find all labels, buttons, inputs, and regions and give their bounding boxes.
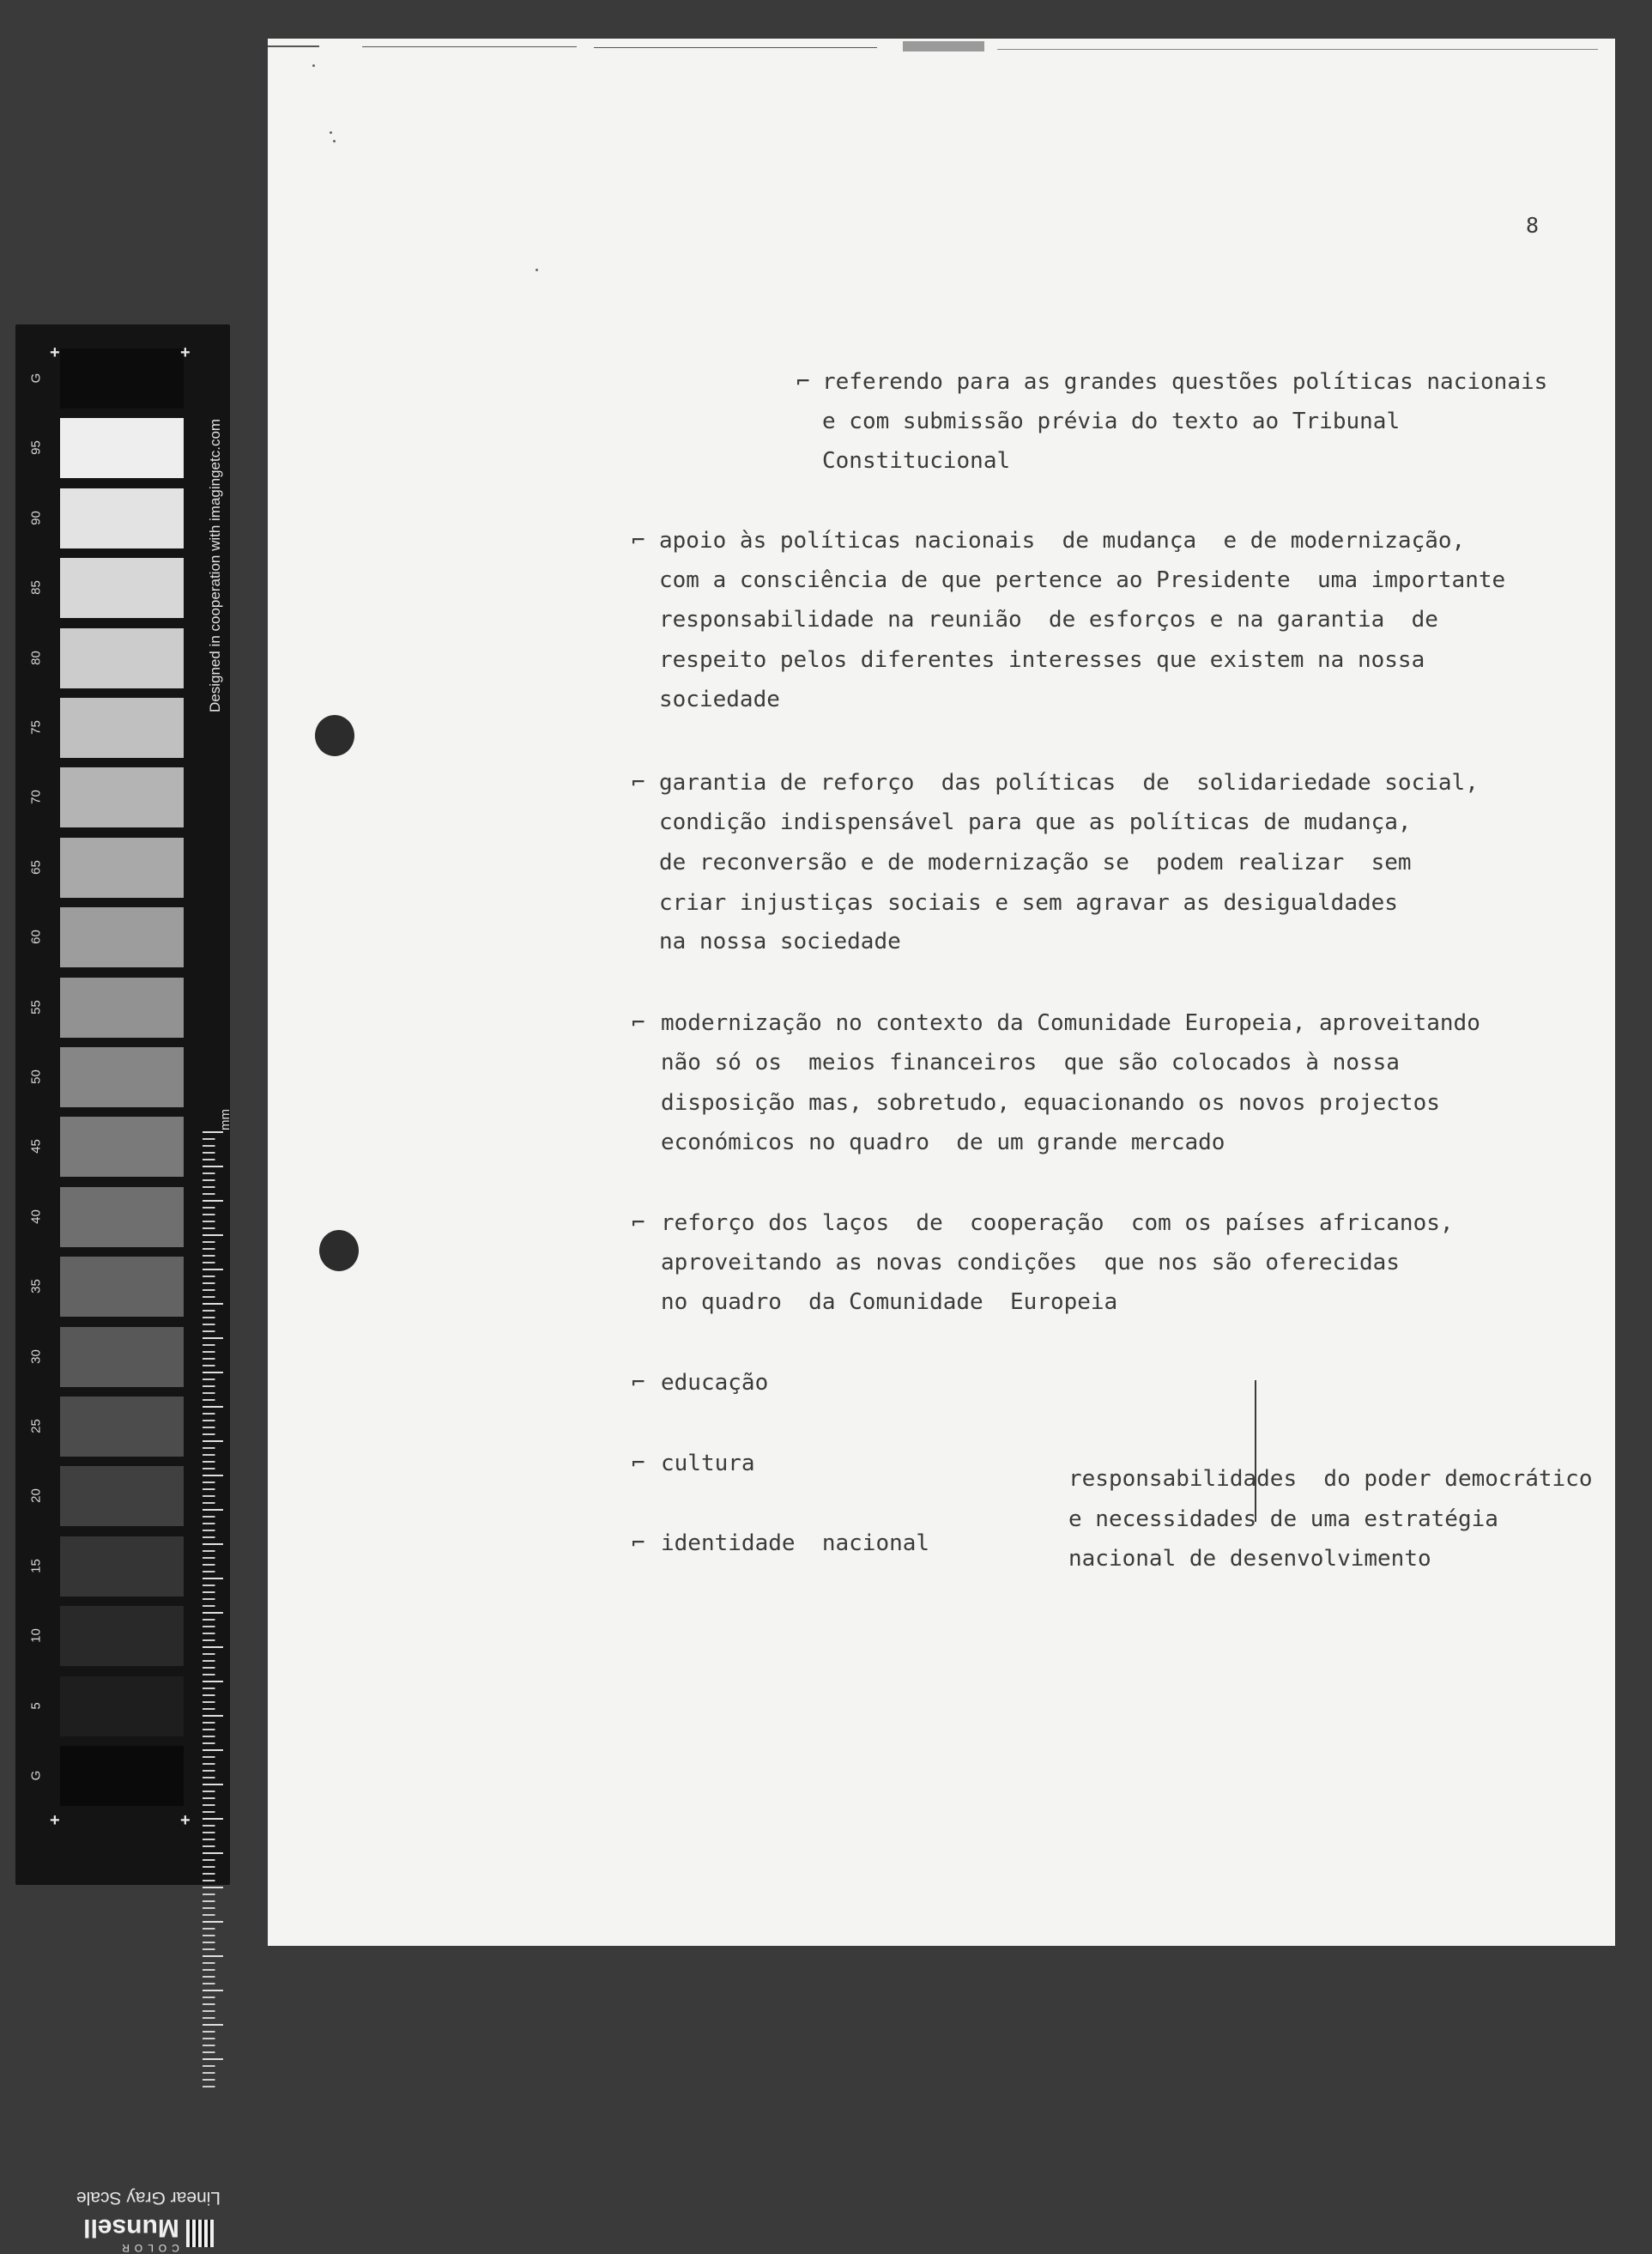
list-item-line: apoio às políticas nacionais de mudança e de modernização,: [659, 528, 1466, 554]
gray-swatch: [60, 348, 184, 409]
gray-scale-label: 70: [28, 790, 44, 805]
gray-scale-label: 65: [28, 859, 44, 875]
gray-swatch: [60, 978, 184, 1038]
list-item-line: responsabilidade na reunião de esforços e na garantia de: [659, 607, 1438, 633]
gray-scale-strip: [15, 324, 233, 2254]
punch-hole: [319, 1230, 359, 1271]
short-item: educação: [661, 1370, 769, 1396]
list-item-line: referendo para as grandes questões políticas nacionais: [822, 369, 1548, 395]
list-item-line: não só os meios financeiros que são colocados à nossa: [661, 1050, 1400, 1075]
gray-swatch: [60, 418, 184, 478]
gray-swatch: [60, 1257, 184, 1317]
list-item-line: e com submissão prévia do texto ao Tribunal: [822, 409, 1401, 434]
gray-scale-label: 75: [28, 720, 44, 735]
list-item-line: aproveitando as novas condições que nos são oferecidas: [661, 1250, 1400, 1275]
list-item-line: criar injustiças sociais e sem agravar as desigualdades: [659, 890, 1398, 916]
brand-word: Munsell: [83, 2214, 179, 2242]
list-item-line: reforço dos laços de cooperação com os países africanos,: [661, 1210, 1454, 1236]
gray-scale-label: 30: [28, 1348, 44, 1364]
munsell-brand: [63, 2213, 234, 2254]
gray-swatch: [60, 1466, 184, 1526]
gray-scale-label: G: [28, 1770, 44, 1781]
list-item-line: no quadro da Comunidade Europeia: [661, 1289, 1118, 1315]
gray-swatch: [60, 838, 184, 898]
list-dash: ⌐: [632, 528, 645, 554]
list-item-line: garantia de reforço das políticas de solidariedade social,: [659, 770, 1479, 796]
list-item-line: com a consciência de que pertence ao Presidente uma importante: [659, 567, 1506, 593]
list-item-line: respeito pelos diferentes interesses que existem na nossa: [659, 647, 1425, 673]
list-dash: ⌐: [632, 770, 645, 796]
gray-scale-label: 15: [28, 1558, 44, 1573]
plus-mark: +: [50, 343, 60, 362]
gray-swatch: [60, 907, 184, 967]
gray-swatch: [60, 488, 184, 548]
mm-ruler-major-ticks: [203, 1131, 223, 2093]
gray-scale-label: 5: [28, 1701, 44, 1710]
gray-swatch: [60, 1047, 184, 1107]
gray-scale-label: 95: [28, 440, 44, 456]
list-dash: ⌐: [796, 369, 810, 395]
gray-swatch: [60, 1117, 184, 1177]
list-item-line: condição indispensável para que as políticas de mudança,: [659, 809, 1412, 835]
bracket-note-line: e necessidades de uma estratégia: [1068, 1506, 1498, 1532]
list-item-line: sociedade: [659, 687, 780, 712]
gray-swatch: [60, 1397, 184, 1457]
plus-mark: +: [180, 1811, 191, 1830]
gray-scale-label: 85: [28, 580, 44, 596]
gray-scale-label: 40: [28, 1209, 44, 1224]
tape-mark: [903, 41, 984, 52]
list-dash: ⌐: [632, 1010, 645, 1036]
list-dash: ⌐: [632, 1210, 645, 1236]
paper-top-edge: [268, 39, 1615, 56]
list-item-line: de reconversão e de modernização se podem realizar sem: [659, 850, 1412, 876]
bracket-note-line: nacional de desenvolvimento: [1068, 1546, 1431, 1572]
gray-swatch: [60, 1746, 184, 1806]
list-item-line: modernização no contexto da Comunidade Europeia, aproveitando: [661, 1010, 1480, 1036]
list-item-line: económicos no quadro de um grande mercado: [661, 1130, 1225, 1155]
gray-swatch: [60, 1187, 184, 1247]
gray-scale-label: 60: [28, 930, 44, 945]
gray-scale-label: 55: [28, 999, 44, 1015]
gray-scale-label: 50: [28, 1069, 44, 1084]
short-item: identidade nacional: [661, 1530, 930, 1556]
bracket-note-line: responsabilidades do poder democrático: [1068, 1466, 1593, 1492]
gray-scale-label: 80: [28, 650, 44, 665]
gray-swatch: [60, 1327, 184, 1387]
gray-scale-title: Linear Gray Scale: [76, 2188, 221, 2208]
gray-scale-label: 35: [28, 1279, 44, 1294]
document-page: [268, 39, 1615, 1946]
plus-mark: +: [50, 1811, 60, 1830]
list-item-line: Constitucional: [822, 448, 1011, 474]
brand-sub: COLOR: [117, 2242, 179, 2254]
gray-swatch: [60, 767, 184, 827]
gray-swatch: [60, 1606, 184, 1666]
plus-mark: +: [180, 343, 191, 362]
gray-swatch: [60, 1676, 184, 1736]
gray-scale-label: G: [28, 373, 44, 384]
mm-label: mm: [218, 1109, 233, 1130]
punch-hole: [315, 715, 354, 756]
gray-swatch: [60, 628, 184, 688]
gray-scale-label: 45: [28, 1139, 44, 1154]
list-item-line: na nossa sociedade: [659, 929, 901, 954]
gray-scale-label: 90: [28, 510, 44, 525]
strip-credit-text: Designed in cooperation with imagingetc.com: [207, 418, 223, 712]
short-item: cultura: [661, 1451, 755, 1476]
gray-swatch: [60, 698, 184, 758]
gray-swatch: [60, 558, 184, 618]
list-dash: ⌐: [632, 1451, 645, 1476]
gray-swatch: [60, 1536, 184, 1597]
gray-scale-label: 25: [28, 1419, 44, 1433]
page-number: 8: [1526, 213, 1540, 238]
munsell-logo-icon: [186, 2220, 214, 2247]
gray-scale-label: 10: [28, 1628, 44, 1644]
list-dash: ⌐: [632, 1370, 645, 1396]
bracket-line: [1255, 1380, 1256, 1522]
list-dash: ⌐: [632, 1530, 645, 1556]
list-item-line: disposição mas, sobretudo, equacionando os novos projectos: [661, 1090, 1440, 1116]
gray-scale-label: 20: [28, 1488, 44, 1504]
